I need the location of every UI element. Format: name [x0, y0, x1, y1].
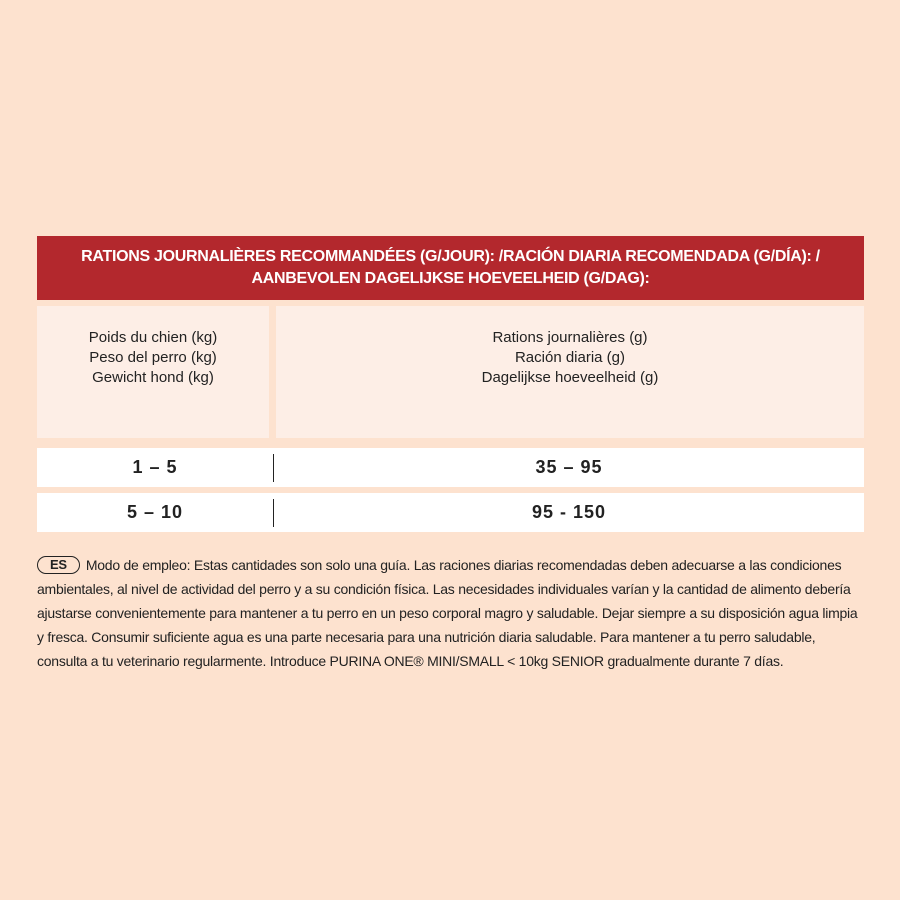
weight-cell: 5 – 10 [126, 502, 184, 522]
usage-note [37, 553, 867, 673]
column-headers [37, 306, 864, 448]
weight-column-header [37, 306, 269, 438]
ration-header-es: Ración diaria (g) [514, 349, 626, 366]
weight-cell: 1 – 5 [132, 457, 178, 477]
table-title [37, 236, 864, 300]
ration-column-header [276, 306, 864, 438]
ration-header-fr: Rations journalières (g) [492, 329, 648, 346]
table-row [37, 493, 864, 532]
ration-header-nl: Dagelijkse hoeveelheid (g) [481, 369, 659, 386]
table-title-line-2: AANBEVOLEN DAGELIJKSE HOEVEELHEID (G/DAG): [251, 270, 650, 287]
language-badge: ES [37, 556, 80, 574]
usage-note-text: Modo de empleo: Estas cantidades son solo una guía. Las raciones diarias recomendadas deben adecuarse a las condiciones ambientales, al nivel de actividad del perro y a su condición física. Las necesidades individuales varían y la cantidad de alimento debería ajustarse convenientemente para mantener a tu perro en un peso corporal magro y saludable. Dejar siempre a su disposición agua limpia y fresca. Consumir suficiente agua es una parte necesaria para una nutrición diaria saludable. Para mantener a tu perro saludable, consulta a tu veterinario regularmente. Introduce PURINA ONE® MINI/SMALL < 10kg SENIOR gradualmente durante 7 días. [37, 557, 858, 669]
weight-header-fr: Poids du chien (kg) [88, 329, 218, 346]
table-row [37, 448, 864, 487]
weight-header-es: Peso del perro (kg) [89, 349, 217, 366]
table-title-line-1: RATIONS JOURNALIÈRES RECOMMANDÉES (G/JOUR): /RACIÓN DIARIA RECOMENDADA (G/DÍA): / [81, 248, 820, 265]
ration-cell: 95 - 150 [531, 502, 607, 522]
weight-header-nl: Gewicht hond (kg) [92, 369, 214, 386]
feeding-table [37, 236, 864, 538]
ration-cell: 35 – 95 [535, 457, 603, 477]
